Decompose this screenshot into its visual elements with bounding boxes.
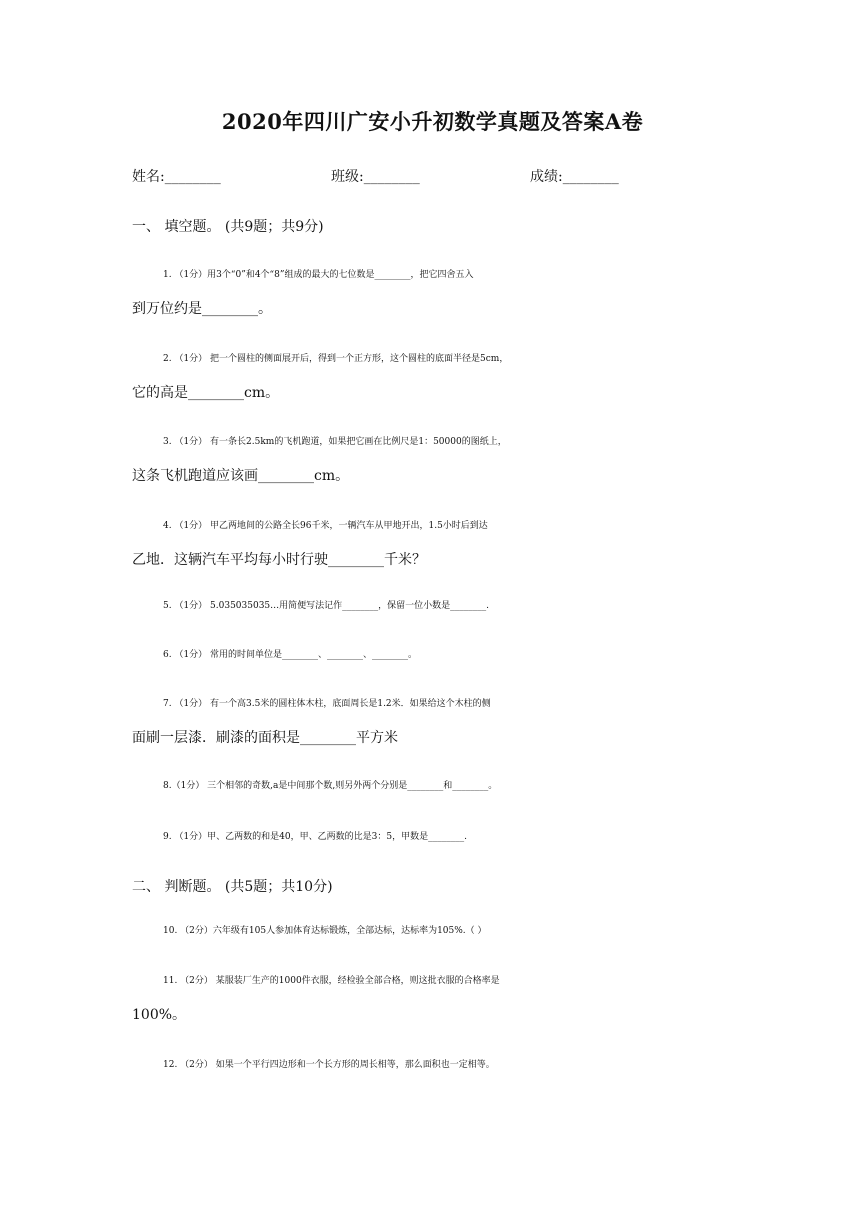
question-item [132, 258, 736, 326]
question-text-cont: 它的高是________cm。 [132, 385, 280, 401]
question-text: 9. （1分）甲、乙两数的和是40，甲、乙两数的比是3：5，甲数是________. [163, 832, 467, 842]
question-text: 3. （1分） 有一条长2.5km的飞机跑道，如果把它画在比例尺是1：50000的图纸上， [163, 437, 507, 447]
question-text-cont: 面刷一层漆．刷漆的面积是________平方米 [132, 730, 398, 746]
question-item [132, 589, 736, 623]
question-text: 12. （2分） 如果一个平行四边形和一个长方形的周长相等，那么面积也一定相等。 [163, 1060, 495, 1070]
question-text: 8.（1分） 三个相邻的奇数,a是中间那个数,则另外两个分别是________和________。 [163, 781, 498, 791]
question-text-cont: 乙地．这辆汽车平均每小时行驶________千米？ [132, 552, 426, 568]
question-text: 5. （1分） 5.035035035…用简便写法记作________，保留一位小数是________. [163, 601, 490, 611]
document-title: 2020年四川广安小升初数学真题及答案A卷 [221, 109, 644, 134]
question-item [132, 638, 736, 672]
question-text: 2. （1分） 把一个圆柱的侧面展开后，得到一个正方形，这个圆柱的底面半径是5cm， [163, 354, 509, 364]
question-item [132, 1048, 736, 1082]
name-field: 姓名:________ [132, 169, 221, 185]
question-item [132, 509, 736, 577]
question-text-cont: 到万位约是________。 [132, 301, 272, 317]
question-text-cont: 这条飞机跑道应该画________cm。 [132, 468, 350, 484]
class-field: 班级:________ [331, 169, 420, 185]
question-item [132, 769, 736, 803]
question-text-cont: 100%。 [132, 1007, 187, 1023]
question-text: 10. （2分）六年级有105人参加体育达标锻炼，全部达标，达标率为105%.（ ） [163, 926, 487, 936]
question-item [132, 687, 736, 755]
question-item [132, 964, 736, 1032]
question-text: 1. （1分）用3个“0”和4个“8”组成的最大的七位数是________，把它四舍五入 [163, 270, 474, 280]
score-field: 成绩:________ [530, 169, 619, 185]
question-text: 11. （2分） 某服装厂生产的1000件衣服，经检验全部合格，则这批衣服的合格率是 [163, 976, 500, 986]
section-heading-fill-blank: 一、 填空题。 (共9题；共9分) [132, 219, 324, 235]
question-text: 7. （1分） 有一个高3.5米的圆柱体木柱，底面周长是1.2米．如果给这个木柱的侧 [163, 699, 491, 709]
question-text: 4. （1分） 甲乙两地间的公路全长96千米，一辆汽车从甲地开出，1.5小时后到达 [163, 521, 488, 531]
question-item [132, 342, 736, 410]
question-text: 6. （1分） 常用的时间单位是________、________、________。 [163, 650, 418, 660]
question-item [132, 914, 736, 948]
question-item [132, 425, 736, 493]
question-item [132, 820, 736, 854]
section-heading-true-false: 二、 判断题。 (共5题；共10分) [132, 879, 333, 895]
